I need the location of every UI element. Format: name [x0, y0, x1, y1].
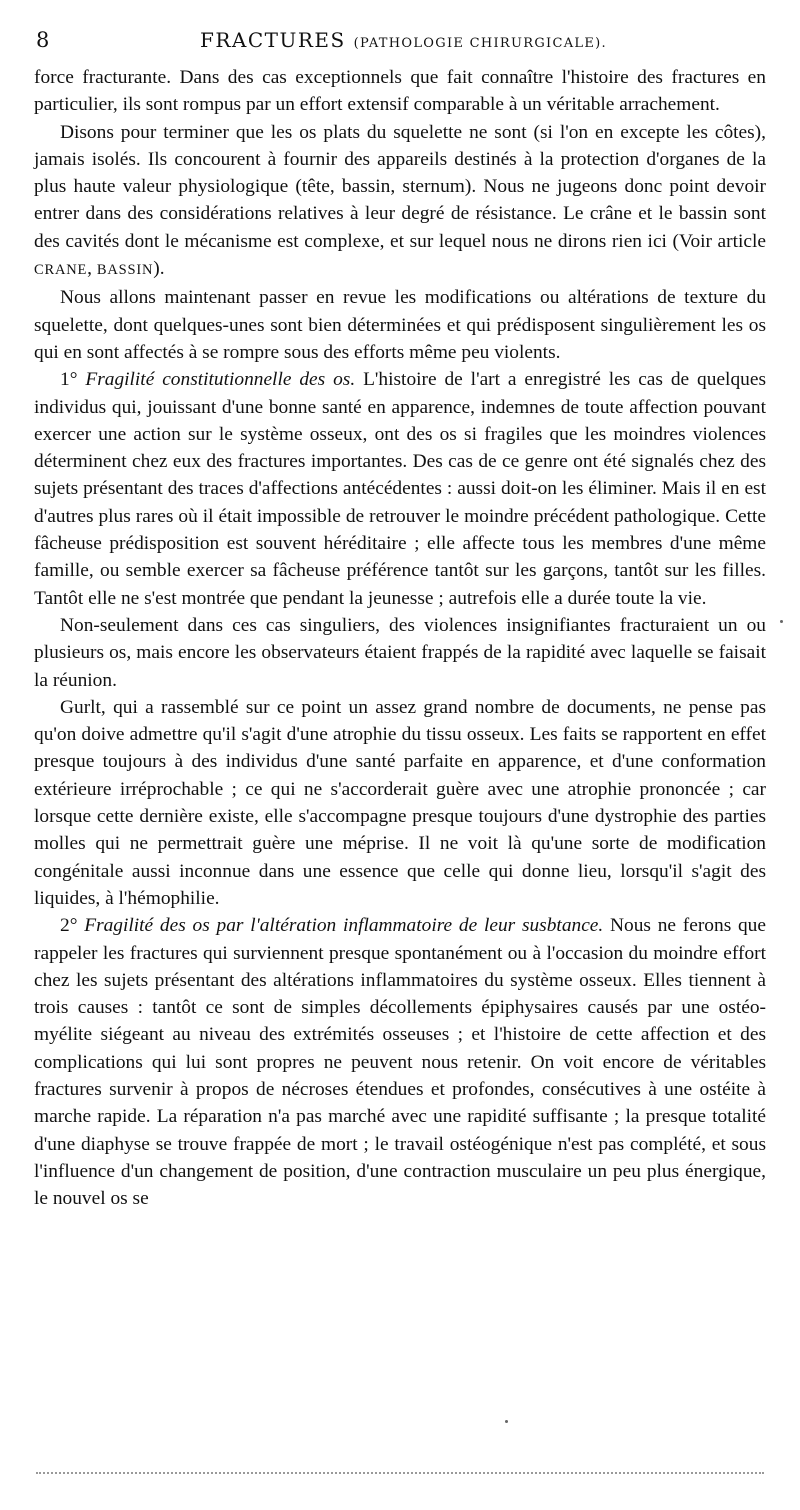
- paragraph-texture-changes: Nous allons maintenant passer en revue les modifications ou altérations de texture du squelette, dont quelques-unes sont bien déterminées et qui prédisposent singulièrement les os qui en sont affectés à se rompre sous des efforts même peu violents.: [34, 287, 766, 363]
- paragraph-rapid-union: Non-seulement dans ces cas singuliers, des violences insignifiantes fracturaient un ou plusieurs os, mais encore les observateurs étaient frappés de la rapidité avec laquelle se faisait la réunion.: [34, 614, 766, 691]
- paragraph-inflammatory-fragility: [34, 912, 766, 1212]
- paragraph-continued: force fracturante. Dans des cas exceptionnels que fait connaître l'histoire des fractures en particulier, ils sont rompus par un effort extensif comparable à un véritable arrachement.: [34, 67, 766, 116]
- article-reference-crane: CRANE: [34, 262, 88, 279]
- bottom-page-edge-artifact: [36, 1472, 764, 1474]
- paragraph-separator: ,: [87, 258, 97, 280]
- page-number: 8: [36, 28, 50, 52]
- section-number: 1°: [60, 369, 86, 391]
- paragraph-text: Disons pour terminer que les os plats du squelette ne sont (si l'on en excepte les côtes), jamais isolés. Ils concourent à fournir des appareils destinés à la protection d'organes de la plus haute valeur physiologique (tête, bassin, sternum). Nous ne jugeons donc point devoir entrer dans des considérations relatives à leur degré de résistance. Le crâne et le bassin sont des cavités dont le mécanisme est complexe, et sur lequel nous ne dirons rien ici (Voir article: [34, 121, 766, 252]
- running-head-subtitle: (PATHOLOGIE CHIRURGICALE).: [353, 36, 607, 51]
- section-heading: Fragilité constitutionnelle des os.: [85, 369, 356, 391]
- paragraph-flat-bones: [34, 119, 766, 285]
- scan-speck: [505, 1420, 508, 1423]
- article-reference-bassin: BASSIN: [96, 262, 154, 279]
- page-header: [36, 28, 766, 60]
- running-head-title: FRACTURES: [200, 28, 346, 52]
- paragraph-end: ).: [153, 258, 165, 280]
- paragraph-gurlt: Gurlt, qui a rassemblé sur ce point un assez grand nombre de documents, ne pense pas qu'on doive admettre qu'il s'agit d'une atrophie du tissu osseux. Les faits se rapportent en effet presque toujours à des individus d'une santé parfaite en apparence, et d'une conformation extérieure irréprochable ; ce qui ne s'accorderait guère avec une atrophie prononcée ; car lorsque cette dernière existe, elle s'accompagne presque toujours d'une dystrophie des parties molles qui ne permettrait guère une méprise. Il ne voit là qu'une sorte de modification congénitale aussi inconnue dans une essence que celle qui donne lieu, lorsqu'il s'agit des liquides, à l'hémophilie.: [34, 696, 766, 909]
- section-number: 2°: [60, 915, 85, 937]
- scan-speck: [780, 620, 783, 623]
- body-text: [34, 64, 766, 1212]
- paragraph-text: Nous ne ferons que rappeler les fractures qui surviennent presque spontanément ou à l'occasion du moindre effort chez les sujets présentant des altérations inflammatoires du système osseux. Elles tiennent à trois causes : tantôt ce sont de simples décollements épiphysaires causés par une ostéo-myélite siégeant au niveau des extrémités osseuses ; et l'histoire de cette affection et des complications qui lui sont propres ne peuvent nous retenir. On voit encore de véritables fractures survenir à propos de nécroses étendues et profondes, consécutives à une ostéite à marche rapide. La réparation n'a pas marché avec une rapidité suffisante ; la presque totalité d'une diaphyse se trouve frappée de mort ; le travail ostéogénique n'est pas complété, et sous l'influence d'un changement de position, d'une contraction musculaire un peu plus énergique, le nouvel os se: [34, 915, 766, 1210]
- paragraph-constitutional-fragility: [34, 366, 766, 612]
- section-heading: Fragilité des os par l'altération inflammatoire de leur susbtance.: [84, 915, 604, 937]
- running-head: [200, 28, 607, 52]
- paragraph-text: L'histoire de l'art a enregistré les cas de quelques individus qui, jouissant d'une bonne santé en apparence, indemnes de toute affection pouvant exercer une action sur le système osseux, ont des os si fragiles que les moindres violences déterminent chez eux des fractures importantes. Des cas de ce genre ont été signalés chez des sujets présentant des traces d'affections antécédentes : aussi doit-on les éliminer. Mais il en est d'autres plus rares où il était impossible de retrouver le moindre précédent pathologique. Cette fâcheuse prédisposition est souvent héréditaire ; elle affecte tous les membres d'une même famille, ou semble exercer sa fâcheuse préférence tantôt sur les garçons, tantôt sur les filles. Tantôt elle ne s'est montrée que pendant la jeunesse ; autrefois elle a durée toute la vie.: [34, 369, 766, 609]
